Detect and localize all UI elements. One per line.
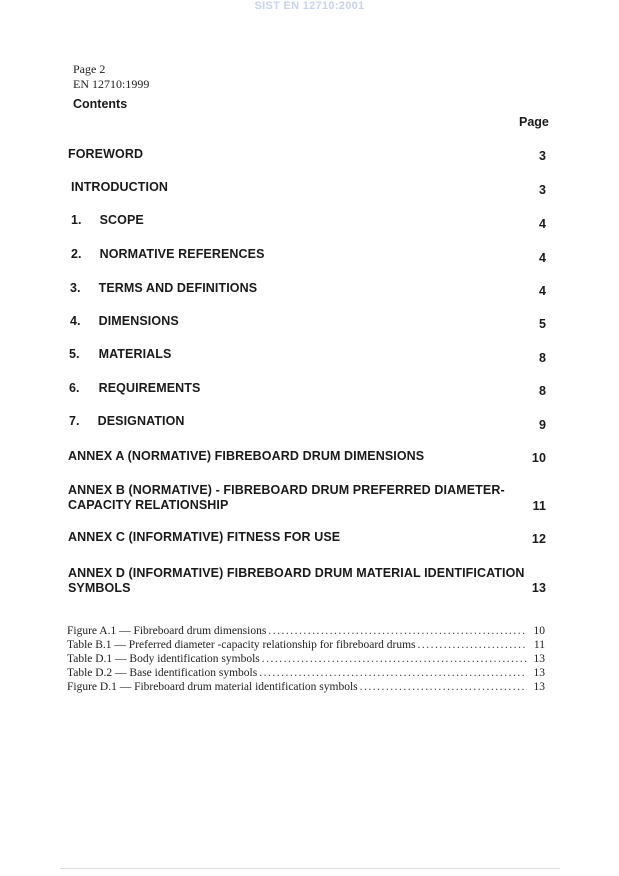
toc-entry-page: 3	[538, 149, 546, 163]
toc-entry-foreword[interactable]	[68, 147, 546, 161]
figure-title: Table D.1 — Body identification symbols	[67, 653, 260, 665]
toc-entry-page: 11	[532, 499, 546, 513]
toc-entry-number: 2.	[71, 247, 82, 261]
toc-entry-page: 5	[538, 317, 546, 331]
toc-entry-title: ANNEX B (NORMATIVE) - FIBREBOARD DRUM PREFERRED DIAMETER-CAPACITY RELATIONSHIP	[68, 483, 505, 512]
figure-title: Figure A.1 — Fibreboard drum dimensions	[67, 625, 267, 637]
page-column-label: Page	[519, 115, 549, 129]
toc-entry-materials[interactable]	[68, 347, 546, 365]
toc-entry-normative-references[interactable]	[68, 247, 546, 265]
toc-entry-page: 3	[538, 183, 546, 197]
figure-title: Table D.2 — Base identification symbols	[67, 667, 258, 679]
toc-entry-title: MATERIALS	[98, 347, 172, 361]
watermark: SIST EN 12710:2001	[254, 0, 365, 12]
toc-entry-title: DIMENSIONS	[98, 314, 179, 328]
figure-list-item[interactable]	[67, 681, 545, 695]
toc-entry-requirements[interactable]	[68, 381, 546, 398]
toc-entry-scope[interactable]	[68, 213, 546, 231]
figure-title: Figure D.1 — Fibreboard drum material identification symbols	[67, 681, 358, 693]
toc-entry-page: 4	[538, 251, 546, 265]
toc-entry-title: SCOPE	[99, 213, 144, 227]
leader-dots	[268, 625, 527, 637]
page-number: Page 2	[73, 62, 106, 76]
figure-page: 11	[533, 639, 545, 651]
toc-entry-number: 5.	[69, 347, 80, 361]
toc-entry-page: 4	[538, 284, 546, 298]
figure-title: Table B.1 — Preferred diameter -capacity relationship for fibreboard drums	[67, 639, 416, 651]
toc-entry-designation[interactable]	[68, 414, 546, 432]
toc-entry-number: 6.	[69, 381, 80, 395]
toc-entry-title: DESIGNATION	[97, 414, 185, 428]
toc-entry-number: 3.	[70, 281, 81, 295]
toc-entry-annex-d[interactable]	[68, 566, 546, 596]
figure-list-item[interactable]	[67, 653, 545, 667]
list-of-figures-and-tables	[67, 625, 545, 695]
leader-dots	[259, 667, 527, 679]
toc-entry-number: 4.	[70, 314, 81, 328]
toc-entry-annex-b[interactable]	[68, 483, 546, 513]
toc-entry-page: 13	[531, 581, 546, 595]
toc-entry-dimensions[interactable]	[68, 314, 546, 331]
toc-entry-title: ANNEX D (INFORMATIVE) FIBREBOARD DRUM MATERIAL IDENTIFICATION SYMBOLS	[68, 566, 525, 595]
toc-entry-page: 12	[531, 532, 546, 546]
leader-dots	[418, 639, 527, 651]
leader-dots	[262, 653, 527, 665]
toc-entry-introduction[interactable]	[68, 180, 546, 197]
figure-page: 13	[533, 681, 545, 693]
toc-entry-annex-a[interactable]	[68, 449, 546, 463]
toc-entry-title: REQUIREMENTS	[98, 381, 201, 395]
toc-entry-title: ANNEX A (NORMATIVE) FIBREBOARD DRUM DIMENSIONS	[68, 449, 425, 463]
toc-entry-page: 10	[531, 451, 546, 465]
toc-entry-title: INTRODUCTION	[71, 180, 169, 194]
toc-entry-title: FOREWORD	[68, 147, 144, 161]
toc-entry-terms-and-definitions[interactable]	[68, 281, 546, 298]
figure-list-item[interactable]	[67, 639, 545, 653]
toc-entry-title: ANNEX C (INFORMATIVE) FITNESS FOR USE	[68, 530, 341, 544]
toc-entry-page: 4	[538, 217, 546, 231]
toc-entry-page: 8	[538, 351, 546, 365]
toc-entry-page: 8	[538, 384, 546, 398]
figure-list-item[interactable]	[67, 625, 545, 639]
toc-entry-title: TERMS AND DEFINITIONS	[98, 281, 258, 295]
figure-page: 13	[533, 653, 545, 665]
toc-entry-title: NORMATIVE REFERENCES	[99, 247, 265, 261]
toc-entry-number: 1.	[71, 213, 82, 227]
standard-number: EN 12710:1999	[73, 77, 150, 91]
toc-entry-number: 7.	[69, 414, 80, 428]
figure-list-item[interactable]	[67, 667, 545, 681]
leader-dots	[360, 681, 527, 693]
contents-title: Contents	[73, 97, 128, 111]
toc-entry-page: 9	[538, 418, 546, 432]
toc-entry-annex-c[interactable]	[68, 530, 546, 544]
figure-page: 13	[533, 667, 545, 679]
figure-page: 10	[533, 625, 545, 637]
page-bottom-edge	[60, 868, 560, 869]
